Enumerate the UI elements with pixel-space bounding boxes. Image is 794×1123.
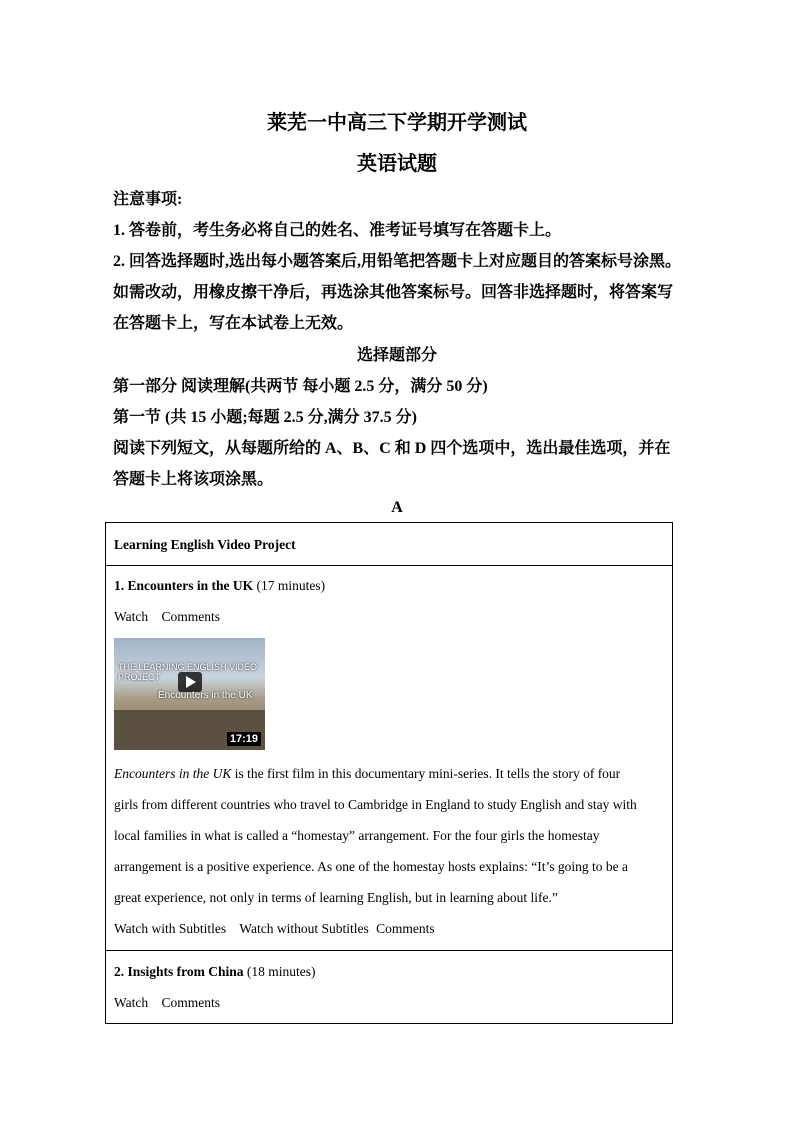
table-row-item2	[106, 950, 672, 1024]
watch-without-subtitles-link[interactable]: Watch without Subtitles	[239, 921, 369, 936]
item1-desc-italic: Encounters in the UK	[114, 766, 232, 781]
watch-with-subtitles-link[interactable]: Watch with Subtitles	[114, 921, 227, 936]
item2-watch-link[interactable]: Watch	[114, 995, 149, 1010]
item1-desc-line-5: great experience, not only in terms of learning English, but in learning about life.”	[114, 890, 558, 905]
item1-desc-line-3: local families in what is called a “homestay” arrangement. For the four girls the homestay	[114, 828, 600, 843]
notes-line-1: 1. 答卷前，考生务必将自己的姓名、准考证号填写在答题卡上。	[113, 222, 562, 239]
item2-title[interactable]: 2. Insights from China	[114, 964, 244, 979]
item2-comments-link[interactable]: Comments	[161, 995, 221, 1010]
item1-duration: (17 minutes)	[256, 578, 326, 593]
thumbnail-overlay-subtitle: Encounters in the UK	[158, 690, 253, 701]
item2-links	[114, 995, 230, 1011]
thumbnail-overlay-title: THE LEARNING ENGLISH VIDEO PROJECT	[118, 662, 258, 682]
notes-line-4: 在答题卡上，写在本试卷上无效。	[113, 315, 354, 332]
item1-desc-line-1	[114, 766, 620, 782]
video-project-table	[105, 522, 673, 1024]
table-row-item1	[106, 565, 672, 950]
item2-title-line	[114, 964, 316, 980]
duration-badge: 17:19	[227, 732, 261, 746]
instructions-line-1: 阅读下列短文，从每题所给的 A、B、C 和 D 四个选项中，选出最佳选项，并在	[113, 440, 671, 457]
item1-watch-link[interactable]: Watch	[114, 609, 149, 624]
item1-title-line	[114, 578, 325, 594]
part-heading: 第一部分 阅读理解(共两节 每小题 2.5 分，满分 50 分)	[113, 378, 488, 395]
item1-bottom-links	[114, 921, 435, 937]
item1-comments-link[interactable]: Comments	[161, 609, 221, 624]
item1-links	[114, 609, 230, 625]
play-icon[interactable]	[178, 672, 202, 692]
item1-title[interactable]: 1. Encounters in the UK	[114, 578, 254, 593]
notes-line-3: 如需改动，用橡皮擦干净后，再选涂其他答案标号。回答非选择题时，将答案写	[113, 284, 674, 301]
notes-line-2: 2. 回答选择题时,选出每小题答案后,用铅笔把答题卡上对应题目的答案标号涂黑。	[113, 253, 682, 270]
item1-desc-line-2: girls from different countries who travel to Cambridge in England to study English and stay with	[114, 797, 637, 812]
item1-desc-text-1: is the first film in this documentary mini-series. It tells the story of four	[231, 766, 621, 781]
passage-label: A	[391, 499, 403, 516]
table-header: Learning English Video Project	[114, 537, 296, 552]
item2-duration: (18 minutes)	[246, 964, 316, 979]
item1-bottom-comments-link[interactable]: Comments	[376, 921, 435, 936]
section-heading: 选择题部分	[356, 347, 437, 364]
page-title: 莱芜一中高三下学期开学测试	[267, 112, 527, 134]
subpart-heading: 第一节 (共 15 小题;每题 2.5 分,满分 37.5 分)	[113, 409, 417, 426]
notes-heading: 注意事项:	[113, 191, 183, 208]
video-thumbnail[interactable]	[114, 638, 265, 750]
item1-desc-line-4: arrangement is a positive experience. As one of the homestay hosts explains: “It’s going to be a	[114, 859, 628, 874]
page-subtitle: 英语试题	[357, 153, 437, 175]
instructions-line-2: 答题卡上将该项涂黑。	[113, 471, 274, 488]
